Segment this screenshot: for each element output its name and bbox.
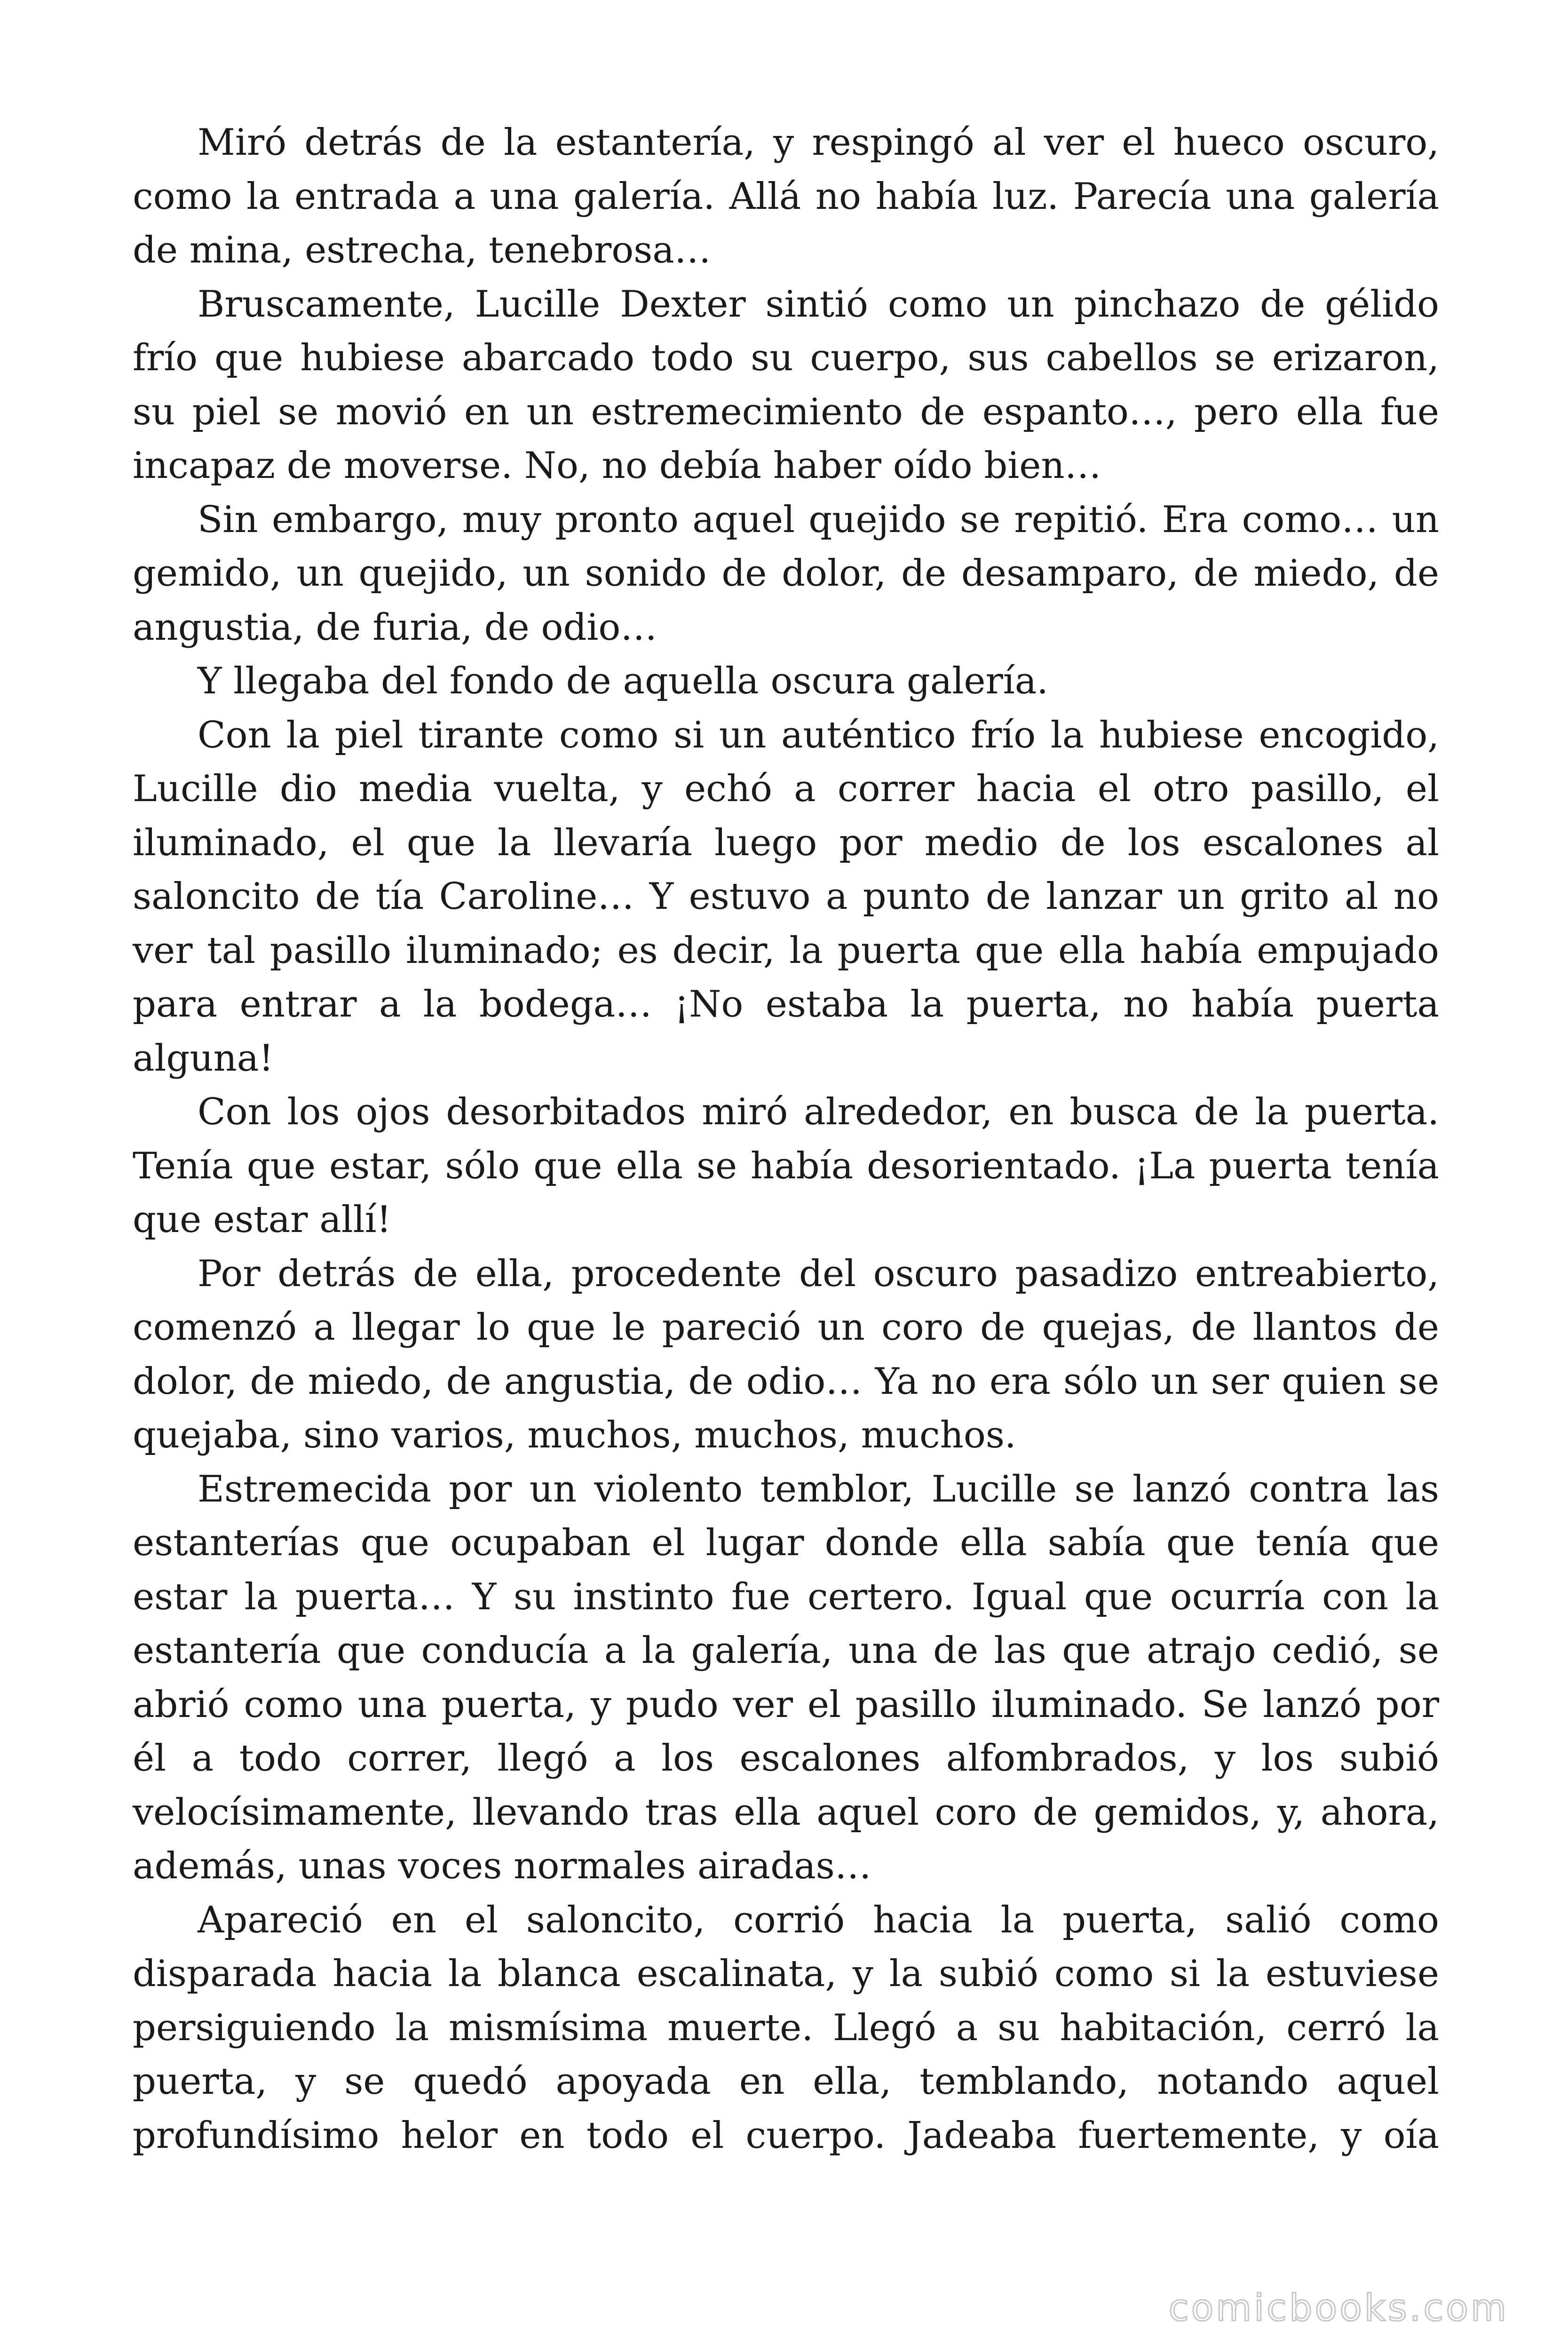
paragraph-4: Y llegaba del fondo de aquella oscura galería.: [198, 660, 1049, 702]
paragraph-8: Estremecida por un violento temblor, Lucille se lanzó contra las estanterías que ocupaban el lugar donde ella sabía que tenía que estar la puerta… Y su instinto fue certero. Igual que ocurría con la estantería que conducía a la galería, una de las que atrajo cedió, se abrió como una puerta, y pudo ver el pasillo iluminado. Se lanzó por él a todo correr, llegó a los escalones alfombrados, y los subió velocísimamente, llevando tras ella aquel coro de gemidos, y, ahora, además, unas voces normales airadas…: [133, 1468, 1439, 1887]
paragraph-1: Miró detrás de la estantería, y respingó al ver el hueco oscuro, como la entrada a una galería. Allá no había luz. Parecía una galería de mina, estrecha, tenebrosa…: [133, 121, 1439, 271]
paragraph-2: Bruscamente, Lucille Dexter sintió como un pinchazo de gélido frío que hubiese abarcado todo su cuerpo, sus cabellos se erizaron, su piel se movió en un estremecimiento de espanto…, pero ella fue incapaz de moverse. No, no debía haber oído bien…: [133, 283, 1439, 487]
body-text: [133, 116, 1439, 2162]
paragraph-3: Sin embargo, muy pronto aquel quejido se repitió. Era como… un gemido, un quejido, un sonido de dolor, de desamparo, de miedo, de angustia, de furia, de odio…: [133, 498, 1439, 649]
paragraph-9: Apareció en el saloncito, corrió hacia la puerta, salió como disparada hacia la blanca escalinata, y la subió como si la estuviese persiguiendo la mismísima muerte. Llegó a su habitación, cerró la puerta, y se quedó apoyada en ella, temblando, notando aquel profundísimo helor en todo el cuerpo. Jadeaba fuertemente, y oía: [133, 1899, 1439, 2157]
site-watermark: comicbooks.com: [1168, 2287, 1509, 2329]
paragraph-6: Con los ojos desorbitados miró alrededor, en busca de la puerta. Tenía que estar, sólo que ella se había desorientado. ¡La puerta tenía que estar allí!: [133, 1091, 1439, 1241]
paragraph-5: Con la piel tirante como si un auténtico frío la hubiese encogido, Lucille dio media vuelta, y echó a correr hacia el otro pasillo, el iluminado, el que la llevaría luego por medio de los escalones al saloncito de tía Caroline… Y estuvo a punto de lanzar un grito al no ver tal pasillo iluminado; es decir, la puerta que ella había empujado para entrar a la bodega… ¡No estaba la puerta, no había puerta alguna!: [133, 714, 1439, 1080]
paragraph-7: Por detrás de ella, procedente del oscuro pasadizo entreabierto, comenzó a llegar lo que le pareció un coro de quejas, de llantos de dolor, de miedo, de angustia, de odio… Ya no era sólo un ser quien se quejaba, sino varios, muchos, muchos, muchos.: [133, 1252, 1439, 1456]
